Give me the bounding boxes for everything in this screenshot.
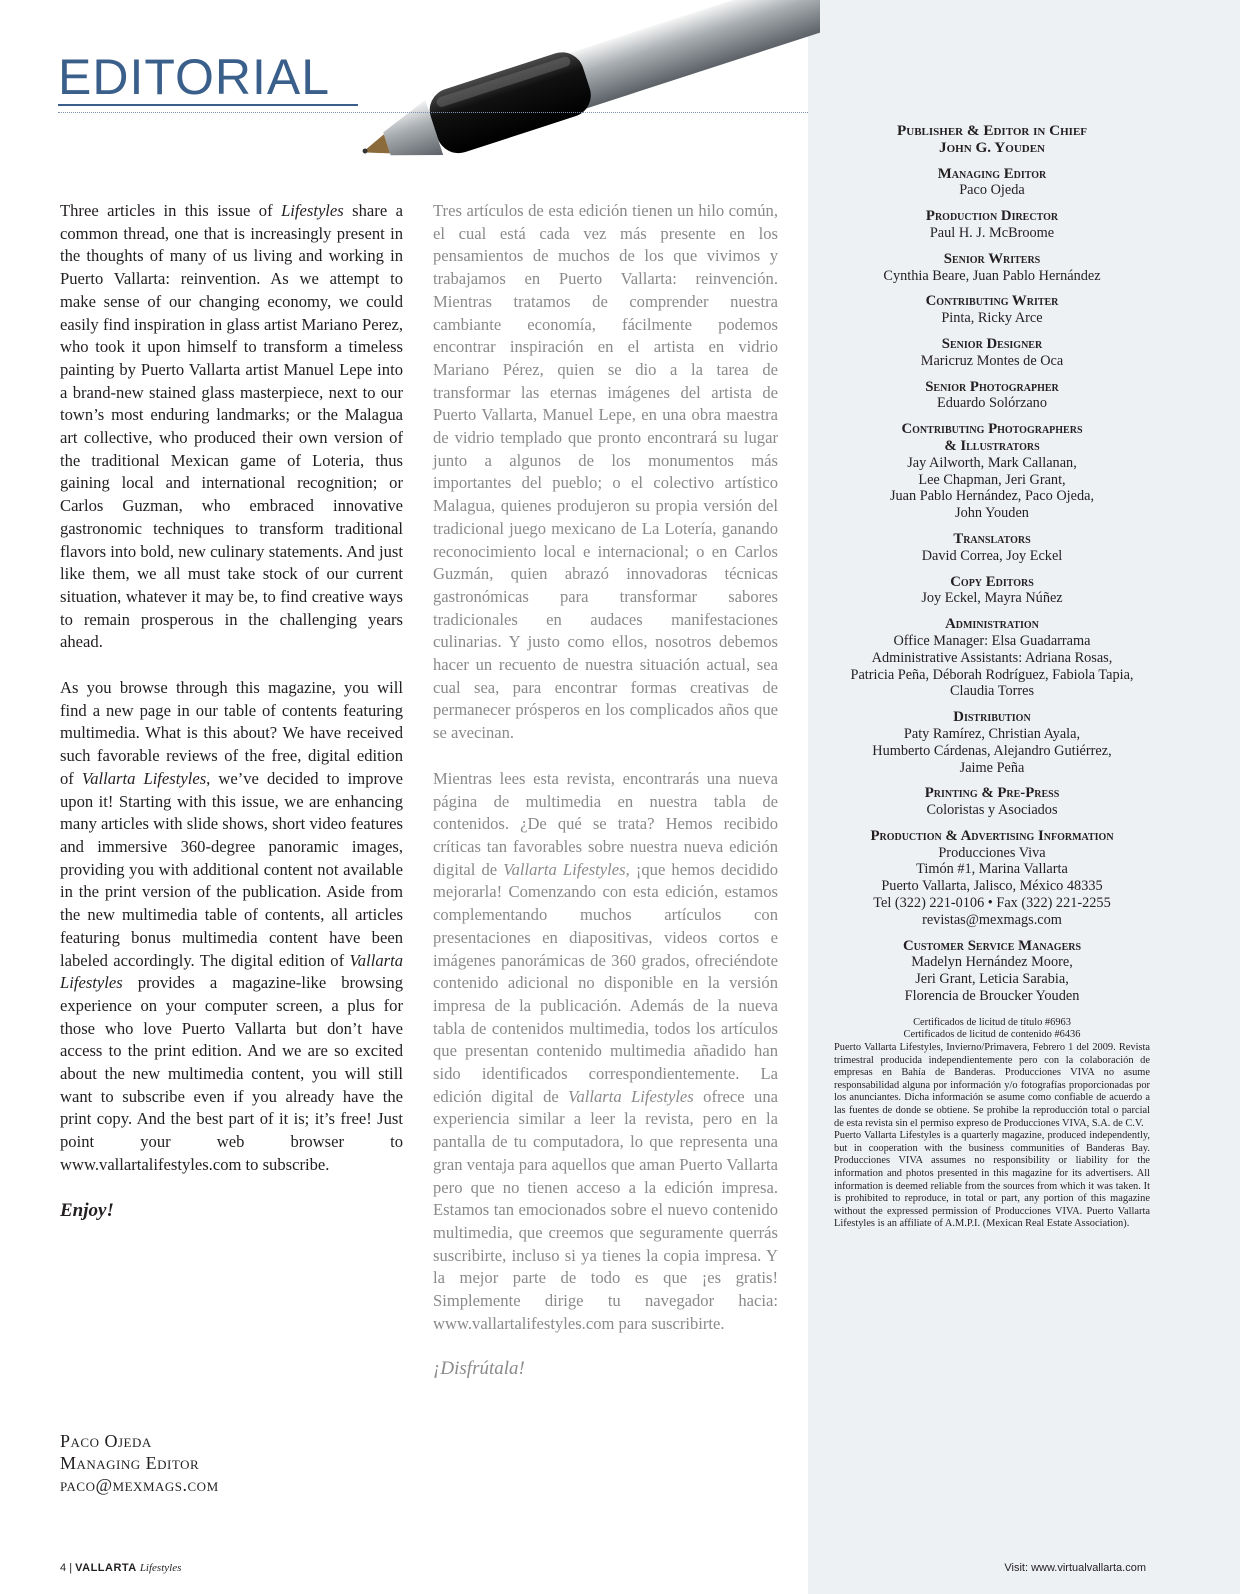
spanish-paragraph-1: Tres artículos de esta edición tienen un hilo común, el cual está cada vez más presente en los pensamientos de muchos de los que vivimos y trabajamos en Puerto Vallarta: reinvención. Mientras tratamos de comprender nuestra cambiante economía, fácilmente podemos encontrar inspiración en el artista en vidrio Mariano Pérez, quien se dio a la tarea de transformar las eternas imágenes del artista de Puerto Vallarta, Manuel Lepe, en una obra maestra de vidrio templado que pronto encontrará su lugar junto a algunos de los monumentos más importantes del pueblo; o el colectivo artístico Malagua, quienes produjeron su propia versión del tradicional juego mexicano de La Lotería, ganando reconocimiento local e internacional; o en Carlos Guzmán, quien abrazó innovadoras técnicas gastronómicas para transformar sabores tradicionales en audaces manifestaciones culinarias. Y justo como ellos, nosotros debemos hacer un recuento de nuestra situación actual, sea cual sea, para encontrar formas creativas de permanecer prósperos en los complicados años que se avecinan. [433, 201, 778, 743]
page-title: EDITORIAL [58, 49, 331, 105]
footer-folio [60, 1562, 181, 1574]
masthead-section [826, 616, 1158, 700]
spanish-paragraph-2: Mientras lees esta revista, encontrarás una nueva página de multimedia en nuestra tabla de contenidos. ¿De qué se trata? Hemos recibido críticas tan favorables sobre nuestra nueva edición digital de Vallarta Lifestyles, ¡que hemos decidido mejorarla! Comenzando con esta edición, estamos complementando muchos artículos con presentaciones en diapositivas, videos cortos e imágenes panorámicas de 360 grados, ofreciéndote contenido adicional no disponible en la versión impresa de la publicación. Además de la nueva tabla de contenidos multimedia, todos los artículos que presentan contenido multimedia añadido han sido identificados correspondientemente. La edición digital de Vallarta Lifestyles ofrece una experiencia similar a leer la revista, pero en la pantalla de tu computadora, lo que representa una gran ventaja para aquellos que aman Puerto Vallarta pero que no tienen acceso a la edición impresa. Estamos tan emocionados sobre el nuevo contenido multimedia, que creemos que seguramente querrás suscribirte, incluso si ya tienes la copia impresa. Y la mejor parte de todo es que ¡es gratis! Simplemente dirige tu navegador hacia: www.vallartalifestyles.com para suscribirte. [433, 768, 779, 1333]
masthead-line: Administrative Assistants: Adriana Rosas, [871, 649, 1113, 666]
masthead-section [826, 938, 1158, 1005]
masthead-section [826, 828, 1158, 929]
masthead-heading: Senior Photographer [925, 378, 1059, 395]
masthead-heading: Production Director [925, 208, 1059, 225]
masthead-line: David Correa, Joy Eckel [921, 547, 1063, 564]
spanish-signoff: ¡Disfrútala! [433, 1358, 525, 1380]
masthead-heading: Managing Editor [937, 165, 1047, 182]
brand-subtitle: Lifestyles [139, 1562, 182, 1574]
masthead-line: revistas@mexmags.com [922, 911, 1062, 928]
masthead-section [826, 166, 1158, 200]
dotted-divider [58, 112, 808, 113]
masthead-line: Jay Ailworth, Mark Callanan, [907, 454, 1077, 471]
masthead-line: Puerto Vallarta, Jalisco, México 48335 [881, 878, 1103, 895]
masthead-heading: Copy Editors [950, 573, 1034, 590]
masthead-line: Lee Chapman, Jeri Grant, [918, 471, 1066, 488]
folio-separator: | [69, 1562, 76, 1574]
english-signoff: Enjoy! [60, 1199, 114, 1221]
masthead-publisher: Publisher & Editor in Chief John G. Youden [896, 122, 1088, 156]
masthead-section [826, 336, 1158, 370]
masthead-section [826, 421, 1158, 522]
pen-illustration [350, 0, 820, 175]
masthead-line: Paco Ojeda [959, 182, 1025, 199]
masthead-line: Coloristas y Asociados [926, 802, 1058, 819]
masthead-line: Paul H. J. McBroome [929, 224, 1055, 241]
masthead-line: Patricia Peña, Déborah Rodríguez, Fabiola Tapia, [850, 666, 1134, 683]
masthead-line: Eduardo Solórzano [937, 395, 1047, 412]
masthead-section [826, 379, 1158, 413]
brand-name: VALLARTA [75, 1562, 137, 1574]
masthead-heading: Senior Designer [941, 335, 1043, 352]
masthead-line: Maricruz Montes de Oca [920, 352, 1064, 369]
masthead-heading: Customer Service Managers [902, 937, 1082, 954]
masthead-line: Tel (322) 221-0106 • Fax (322) 221-2255 [873, 895, 1111, 912]
masthead-line: Joy Eckel, Mayra Núñez [921, 590, 1063, 607]
masthead-line: Juan Pablo Hernández, Paco Ojeda, [889, 488, 1095, 505]
masthead-heading: Production & Advertising Information [870, 827, 1114, 844]
masthead-section [826, 785, 1158, 819]
masthead-heading: Translators [953, 530, 1031, 547]
english-paragraph-1: Three articles in this issue of Lifestyles share a common thread, one that is increasingly present in the thoughts of many of us living and working in Puerto Vallarta: reinvention. As we attempt to make sense of our changing economy, we could easily find inspiration in glass artist Mariano Perez, who took it upon himself to transform a timeless painting by Puerto Vallarta artist Manuel Lepe into a brand-new stained glass masterpiece, next to our town’s most enduring landmarks; or the Malagua art collective, who produced their own version of the traditional Mexican game of Loteria, thus gaining local and international recognition; or Carlos Guzman, who embraced innovative gastronomic techniques to transform traditional flavors into bold, new culinary statements. And just like them, we all must take stock of our current situation, whatever it may be, to find creative ways to remain prosperous in the challenging years ahead. [60, 201, 403, 652]
page-number: 4 [60, 1562, 67, 1574]
masthead-section [826, 531, 1158, 565]
signature-role: Managing Editor [60, 1453, 200, 1473]
masthead-heading: & Illustrators [944, 437, 1040, 454]
masthead-heading: Contributing Photographers [901, 421, 1083, 438]
masthead-section [826, 293, 1158, 327]
masthead-line: Jaime Peña [959, 759, 1025, 776]
title-underline [58, 104, 358, 106]
masthead-section [826, 208, 1158, 242]
masthead-line: Jeri Grant, Leticia Sarabia, [915, 971, 1069, 988]
legal-notice: Certificados de licitud de título #6963 Certificados de licitud de contenido #6436 Puerto Vallarta Lifestyles, Invierno/Primavera, Febrero 1 del 2009. Revista trimestral producida independientemente pero con la colaboración de empresas en Bahía de Banderas. Producciones VIVA no asume responsabilidad alguna por información y/o fotografías proporcionadas por los anunciantes. Dicha información se asume como confiable de acuerdo a las fuentes de donde se obtiene. Se prohibe la reproducción total o parcial de esta revista sin el permiso expreso de Producciones VIVA, S.A. de C.V. Puerto Vallarta Lifestyles is a quarterly magazine, produced independently, but in cooperation with the business communities of Banderas Bay. Producciones VIVA assumes no responsibility or liability for the information and photos presented in this magazine for its advertisers. All information is deemed reliable from the sources from which it was taken. It is prohibited to reproduce, in total or part, any portion of this magazine without the expressed permission of Producciones VIVA. Puerto Vallarta Lifestyles is an affiliate of A.M.P.I. (Mexican Real Estate Association). [834, 1016, 1150, 1230]
masthead-line: Office Manager: Elsa Guadarrama [893, 632, 1091, 649]
masthead-line: Paty Ramírez, Christian Ayala, [903, 725, 1081, 742]
masthead-section [826, 574, 1158, 608]
masthead-line: Producciones Viva [938, 844, 1046, 861]
masthead-heading: Administration [945, 616, 1039, 633]
spanish-column [433, 200, 778, 1381]
masthead-line: Pinta, Ricky Arce [941, 310, 1043, 327]
masthead-heading: Distribution [953, 709, 1031, 726]
masthead-heading: Contributing Writer [925, 293, 1059, 310]
masthead-line: John Youden [955, 505, 1029, 522]
signature-name: Paco Ojeda [60, 1431, 152, 1451]
masthead-sections [826, 166, 1158, 1005]
signature-block [60, 1430, 219, 1496]
english-paragraph-2: As you browse through this magazine, you will find a new page in our table of contents featuring multimedia. What is this about? We have received such favorable reviews of the free, digital edition of Vallarta Lifestyles, we’ve decided to improve upon it! Starting with this issue, we are enhancing many articles with slide shows, short video features and immersive 360-degree panoramic images, providing you with additional content not available in the print version of the publication. Aside from the new multimedia table of contents, all articles featuring bonus multimedia content have been labeled accordingly. The digital edition of Vallarta Lifestyles provides a magazine-like browsing experience on your computer screen, a plus for those who love Puerto Vallarta but don’t have access to the print edition. And we are so excited about the new multimedia content, you will still want to subscribe even if you already have the print copy. And the best part of it is; it’s free! Just point your web browser to www.vallartalifestyles.com to subscribe. [60, 678, 403, 1174]
masthead-heading: Senior Writers [943, 250, 1041, 267]
masthead-line: Timón #1, Marina Vallarta [916, 861, 1068, 878]
masthead [826, 123, 1158, 1231]
masthead-line: Cynthia Beare, Juan Pablo Hernández [883, 267, 1101, 284]
masthead-line: Humberto Cárdenas, Alejandro Gutiérrez, [872, 742, 1112, 759]
masthead-line: Claudia Torres [949, 683, 1035, 700]
masthead-heading: Printing & Pre-Press [924, 785, 1060, 802]
masthead-line: Florencia de Broucker Youden [904, 988, 1080, 1005]
masthead-section [826, 709, 1158, 776]
footer-visit-link[interactable]: Visit: www.virtualvallarta.com [1004, 1562, 1146, 1574]
english-column [60, 200, 403, 1222]
masthead-line: Madelyn Hernández Moore, [911, 954, 1073, 971]
signature-email[interactable]: paco@mexmags.com [60, 1475, 219, 1495]
masthead-section [826, 251, 1158, 285]
